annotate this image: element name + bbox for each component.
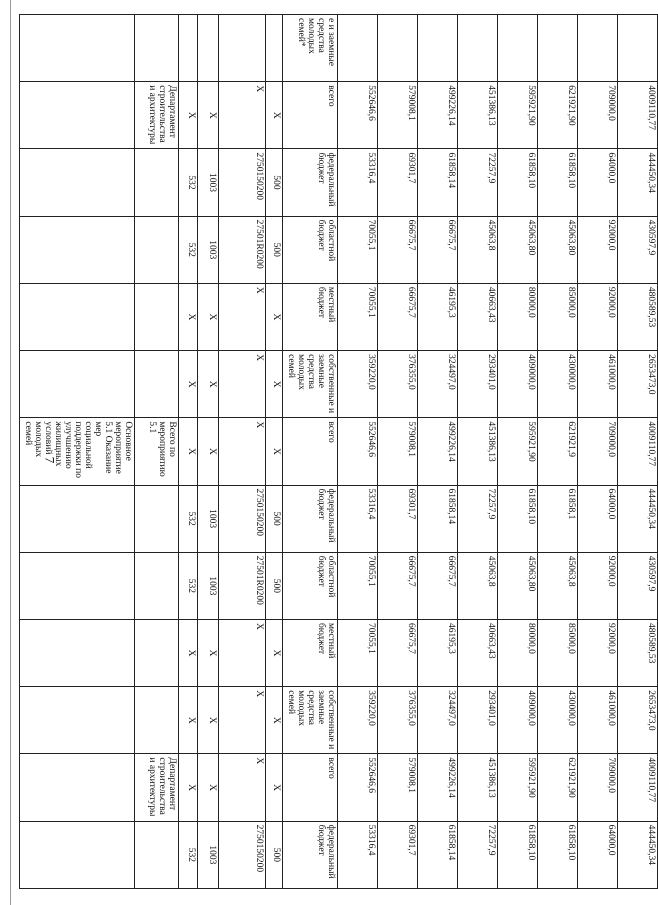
cell-y2016: 61858,14 xyxy=(418,485,458,552)
cell-y2020: 92000,0 xyxy=(578,619,618,686)
table-row-event xyxy=(20,15,135,889)
table-row-y2020 xyxy=(578,15,618,889)
cell-vr: X xyxy=(266,418,283,485)
cell-y2016: 324497,0 xyxy=(418,687,458,754)
cell-y2014: 359220,0 xyxy=(338,687,378,754)
cell-y2018: 80000,0 xyxy=(498,619,538,686)
cell-y2015 xyxy=(378,15,418,82)
cell-y2016: 66675,7 xyxy=(418,552,458,619)
cell-executor xyxy=(135,283,179,350)
cell-grbs xyxy=(179,15,198,82)
cell-y2016: 324497,0 xyxy=(418,351,458,418)
cell-y2014: 70055,1 xyxy=(338,552,378,619)
cell-y2017: 72257,9 xyxy=(458,485,498,552)
cell-vr xyxy=(266,15,283,82)
cell-source: областной бюджет xyxy=(283,552,338,619)
cell-csr: X xyxy=(219,351,266,418)
cell-y2020: 64000,0 xyxy=(578,485,618,552)
cell-executor xyxy=(135,149,179,216)
cell-y2019: 61858,10 xyxy=(538,149,578,216)
cell-source: местный бюджет xyxy=(283,283,338,350)
cell-y2016: 499226,14 xyxy=(418,418,458,485)
cell-executor: Всего по мероприятию 5.1 xyxy=(135,418,179,485)
cell-rzpr: 1003 xyxy=(198,149,219,216)
cell-y2016: 61858,14 xyxy=(418,149,458,216)
cell-source: всего xyxy=(283,754,338,821)
cell-y2020: 461000,0 xyxy=(578,351,618,418)
cell-csr: 2750150200 xyxy=(219,485,266,552)
cell-total: 2653473,0 xyxy=(618,351,658,418)
cell-y2017: 451386,13 xyxy=(458,82,498,149)
page-margin-line xyxy=(10,0,11,905)
cell-y2020: 709000,0 xyxy=(578,418,618,485)
cell-y2014: 70055,1 xyxy=(338,216,378,283)
table-row-y2015 xyxy=(378,15,418,889)
cell-y2017 xyxy=(458,15,498,82)
page-number: 7 xyxy=(42,456,58,464)
cell-total: 444450,34 xyxy=(618,485,658,552)
cell-grbs: X xyxy=(179,418,198,485)
cell-y2020: 64000,0 xyxy=(578,149,618,216)
cell-rzpr: 1003 xyxy=(198,552,219,619)
cell-executor xyxy=(135,216,179,283)
cell-grbs: X xyxy=(179,687,198,754)
table-row-y2016 xyxy=(418,15,458,889)
cell-y2020 xyxy=(578,15,618,82)
cell-y2014: 70055,1 xyxy=(338,619,378,686)
cell-y2016: 66675,7 xyxy=(418,216,458,283)
cell-event xyxy=(20,149,135,216)
cell-source: собственные и заемные средства молодых семей xyxy=(283,351,338,418)
cell-total: 480589,53 xyxy=(618,619,658,686)
table-row-y2019 xyxy=(538,15,578,889)
cell-csr xyxy=(219,15,266,82)
cell-y2019 xyxy=(538,15,578,82)
cell-grbs: X xyxy=(179,754,198,821)
cell-source: федеральный бюджет xyxy=(283,149,338,216)
cell-vr: X xyxy=(266,754,283,821)
cell-y2018: 409000,0 xyxy=(498,351,538,418)
cell-event xyxy=(20,82,135,149)
cell-y2015: 579008,1 xyxy=(378,82,418,149)
cell-y2018: 45063,80 xyxy=(498,216,538,283)
cell-event xyxy=(20,351,135,418)
cell-grbs: X xyxy=(179,82,198,149)
table-row-rzpr xyxy=(198,15,219,889)
cell-grbs: 532 xyxy=(179,552,198,619)
cell-vr: X xyxy=(266,351,283,418)
cell-total: 480589,53 xyxy=(618,283,658,350)
cell-y2018: 45063,80 xyxy=(498,552,538,619)
cell-y2017: 451386,13 xyxy=(458,418,498,485)
cell-y2014: 552646,6 xyxy=(338,82,378,149)
cell-y2019: 430000,0 xyxy=(538,687,578,754)
cell-y2016: 499226,14 xyxy=(418,82,458,149)
table-row-csr xyxy=(219,15,266,889)
cell-total: 2653473,0 xyxy=(618,687,658,754)
cell-grbs: X xyxy=(179,351,198,418)
cell-y2018: 409000,0 xyxy=(498,687,538,754)
cell-y2019: 61858,1 xyxy=(538,485,578,552)
cell-rzpr: X xyxy=(198,619,219,686)
cell-y2016: 46195,3 xyxy=(418,283,458,350)
cell-rzpr: 1003 xyxy=(198,821,219,888)
cell-y2018: 595921,90 xyxy=(498,418,538,485)
cell-y2014: 359220,0 xyxy=(338,351,378,418)
cell-event xyxy=(20,552,135,619)
cell-total: 4009110,77 xyxy=(618,418,658,485)
cell-rzpr: X xyxy=(198,754,219,821)
cell-y2017: 72257,9 xyxy=(458,821,498,888)
cell-rzpr: X xyxy=(198,283,219,350)
cell-source: е и заемные средства молодых семей* xyxy=(283,15,338,82)
cell-executor xyxy=(135,619,179,686)
cell-total: 444450,34 xyxy=(618,821,658,888)
cell-grbs: 532 xyxy=(179,149,198,216)
cell-csr: X xyxy=(219,418,266,485)
cell-y2014 xyxy=(338,15,378,82)
cell-y2018: 61858,10 xyxy=(498,821,538,888)
cell-rzpr xyxy=(198,15,219,82)
cell-y2019: 61858,10 xyxy=(538,821,578,888)
table-row-y2017 xyxy=(458,15,498,889)
cell-executor: Департамент строительства и архитектуры xyxy=(135,754,179,821)
budget-table xyxy=(20,14,658,889)
cell-csr: X xyxy=(219,82,266,149)
table-row-executor xyxy=(135,15,179,889)
cell-vr: X xyxy=(266,82,283,149)
cell-event xyxy=(20,821,135,888)
cell-rzpr: X xyxy=(198,351,219,418)
cell-rzpr: 1003 xyxy=(198,216,219,283)
cell-y2015: 579008,1 xyxy=(378,418,418,485)
cell-event xyxy=(20,15,135,82)
cell-y2019: 430000,0 xyxy=(538,351,578,418)
cell-y2020: 92000,0 xyxy=(578,216,618,283)
cell-y2019: 621921,9 xyxy=(538,418,578,485)
cell-source: областной бюджет xyxy=(283,216,338,283)
cell-y2015: 66675,7 xyxy=(378,283,418,350)
cell-y2015: 66675,7 xyxy=(378,619,418,686)
cell-y2016: 61858,14 xyxy=(418,821,458,888)
cell-y2015: 376355,0 xyxy=(378,687,418,754)
cell-event xyxy=(20,687,135,754)
table-row-source xyxy=(283,15,338,889)
cell-y2018: 61858,10 xyxy=(498,149,538,216)
cell-grbs: 532 xyxy=(179,821,198,888)
cell-event xyxy=(20,754,135,821)
table-row-grbs xyxy=(179,15,198,889)
cell-executor xyxy=(135,351,179,418)
cell-executor xyxy=(135,15,179,82)
cell-vr: X xyxy=(266,687,283,754)
cell-y2017: 40663,43 xyxy=(458,619,498,686)
cell-y2019: 621921,90 xyxy=(538,82,578,149)
cell-y2014: 53316,4 xyxy=(338,821,378,888)
cell-y2017: 293401,0 xyxy=(458,351,498,418)
table-holder xyxy=(23,14,658,889)
cell-rzpr: X xyxy=(198,687,219,754)
cell-grbs: X xyxy=(179,619,198,686)
cell-y2016 xyxy=(418,15,458,82)
cell-event xyxy=(20,619,135,686)
cell-vr: 500 xyxy=(266,149,283,216)
cell-y2017: 45063,8 xyxy=(458,216,498,283)
cell-csr: X xyxy=(219,283,266,350)
cell-y2020: 92000,0 xyxy=(578,552,618,619)
cell-vr: X xyxy=(266,619,283,686)
cell-csr: 27501R0200 xyxy=(219,552,266,619)
cell-y2019: 45063,80 xyxy=(538,216,578,283)
cell-y2015: 66675,7 xyxy=(378,552,418,619)
table-row-vr xyxy=(266,15,283,889)
cell-y2018: 80000,0 xyxy=(498,283,538,350)
cell-vr: 500 xyxy=(266,485,283,552)
cell-csr: X xyxy=(219,687,266,754)
cell-executor xyxy=(135,485,179,552)
cell-csr: 27501R0200 xyxy=(219,216,266,283)
cell-rzpr: X xyxy=(198,82,219,149)
cell-y2014: 552646,6 xyxy=(338,754,378,821)
cell-y2015: 66675,7 xyxy=(378,216,418,283)
cell-y2016: 46195,3 xyxy=(418,619,458,686)
table-row-y2014 xyxy=(338,15,378,889)
cell-y2014: 53316,4 xyxy=(338,149,378,216)
cell-event xyxy=(20,216,135,283)
cell-y2018: 595921,90 xyxy=(498,754,538,821)
cell-y2019: 45063,8 xyxy=(538,552,578,619)
cell-y2018: 595921,90 xyxy=(498,82,538,149)
cell-y2017: 40663,43 xyxy=(458,283,498,350)
cell-event xyxy=(20,485,135,552)
cell-total xyxy=(618,15,658,82)
cell-executor xyxy=(135,687,179,754)
cell-y2020: 709000,0 xyxy=(578,82,618,149)
cell-csr: 2750150200 xyxy=(219,821,266,888)
cell-y2017: 451386,13 xyxy=(458,754,498,821)
cell-y2015: 579008,1 xyxy=(378,754,418,821)
cell-y2014: 70055,1 xyxy=(338,283,378,350)
cell-y2015: 69301,7 xyxy=(378,149,418,216)
cell-y2020: 709000,0 xyxy=(578,754,618,821)
cell-event: Основное мероприятие 5.1 Оказание мер социальной поддержки по улучшению жилищных условий молодых семей xyxy=(20,418,135,485)
cell-y2014: 53316,4 xyxy=(338,485,378,552)
cell-source: местный бюджет xyxy=(283,619,338,686)
cell-source: федеральный бюджет xyxy=(283,821,338,888)
cell-grbs: X xyxy=(179,283,198,350)
cell-y2019: 85000,0 xyxy=(538,283,578,350)
cell-source: собственные и заемные средства молодых семей xyxy=(283,687,338,754)
cell-rzpr: 1003 xyxy=(198,485,219,552)
cell-y2017: 293401,0 xyxy=(458,687,498,754)
cell-grbs: 532 xyxy=(179,216,198,283)
cell-event xyxy=(20,283,135,350)
cell-y2017: 45063,8 xyxy=(458,552,498,619)
cell-y2015: 69301,7 xyxy=(378,821,418,888)
cell-total: 4009110,77 xyxy=(618,754,658,821)
cell-executor xyxy=(135,552,179,619)
table-body xyxy=(20,15,658,889)
cell-source: федеральный бюджет xyxy=(283,485,338,552)
cell-vr: X xyxy=(266,283,283,350)
table-row-y2018 xyxy=(498,15,538,889)
cell-vr: 500 xyxy=(266,552,283,619)
cell-csr: 2750150200 xyxy=(219,149,266,216)
cell-y2020: 64000,0 xyxy=(578,821,618,888)
cell-y2018: 61858,10 xyxy=(498,485,538,552)
cell-y2015: 69301,7 xyxy=(378,485,418,552)
cell-total: 444450,34 xyxy=(618,149,658,216)
cell-csr: X xyxy=(219,619,266,686)
cell-source: всего xyxy=(283,418,338,485)
cell-source: всего xyxy=(283,82,338,149)
cell-y2019: 85000,0 xyxy=(538,619,578,686)
cell-vr: 500 xyxy=(266,216,283,283)
cell-vr: 500 xyxy=(266,821,283,888)
cell-executor: Департамент строительства и архитектуры xyxy=(135,82,179,149)
cell-y2014: 552646,6 xyxy=(338,418,378,485)
cell-total: 430597,9 xyxy=(618,216,658,283)
table-row-total xyxy=(618,15,658,889)
cell-total: 4009110,77 xyxy=(618,82,658,149)
cell-y2017: 72257,9 xyxy=(458,149,498,216)
cell-csr: X xyxy=(219,754,266,821)
cell-y2020: 92000,0 xyxy=(578,283,618,350)
cell-y2018 xyxy=(498,15,538,82)
cell-y2015: 376355,0 xyxy=(378,351,418,418)
cell-executor xyxy=(135,821,179,888)
rotated-table-region xyxy=(23,14,658,889)
cell-y2020: 461000,0 xyxy=(578,687,618,754)
cell-y2016: 499226,14 xyxy=(418,754,458,821)
cell-y2019: 621921,90 xyxy=(538,754,578,821)
cell-total: 430597,9 xyxy=(618,552,658,619)
cell-rzpr: X xyxy=(198,418,219,485)
cell-grbs: 532 xyxy=(179,485,198,552)
